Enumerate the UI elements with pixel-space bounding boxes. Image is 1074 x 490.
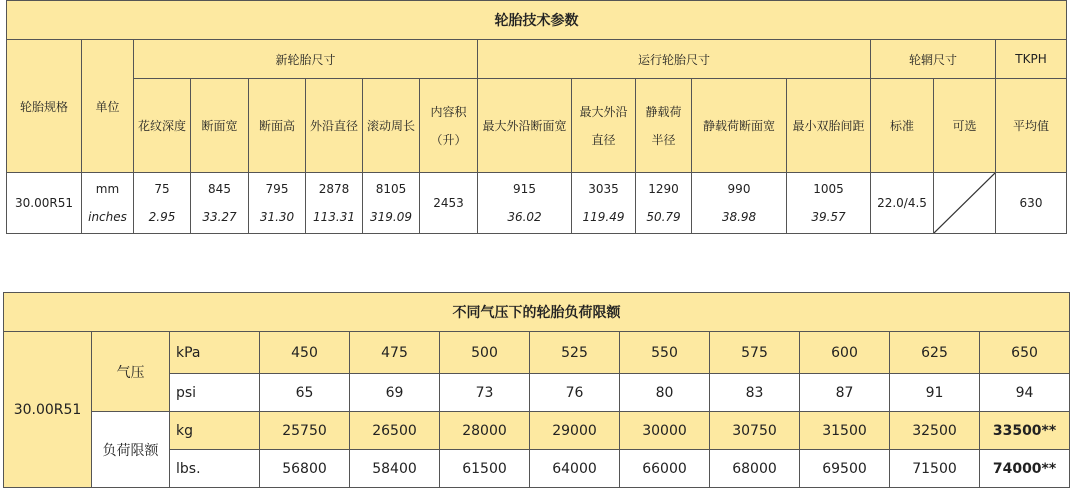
header-rim-standard: 标准: [871, 79, 934, 173]
header-section-height: 断面高: [249, 79, 306, 173]
load-cell-lbs-8: 74000**: [980, 450, 1070, 488]
load-cell-kpa-5: 575: [710, 332, 800, 374]
load-cell-lbs-5: 68000: [710, 450, 800, 488]
cell-section-width: 845 33.27: [191, 173, 249, 234]
pressure-label: 气压: [92, 332, 170, 412]
load-cell-kg-5: 30750: [710, 412, 800, 450]
header-rolling-circumference: 滚动周长: [363, 79, 420, 173]
cell-max-outer-section-width: 915 36.02: [478, 173, 572, 234]
group-new-tire: 新轮胎尺寸: [134, 40, 478, 79]
load-cell-lbs-2: 61500: [440, 450, 530, 488]
load-cell-kg-0: 25750: [260, 412, 350, 450]
load-cell-psi-6: 87: [800, 374, 890, 412]
cell-rim-optional-empty: [934, 173, 996, 234]
load-cell-psi-0: 65: [260, 374, 350, 412]
cell-volume: 2453: [420, 173, 478, 234]
load-cell-kpa-7: 625: [890, 332, 980, 374]
load-cell-psi-2: 73: [440, 374, 530, 412]
load-cell-kg-8: 33500**: [980, 412, 1070, 450]
load-cell-kpa-6: 600: [800, 332, 890, 374]
load-cell-psi-8: 94: [980, 374, 1070, 412]
header-unit: 单位: [82, 40, 134, 173]
cell-rim-standard: 22.0/4.5: [871, 173, 934, 234]
load-cell-psi-1: 69: [350, 374, 440, 412]
header-static-radius: 静载荷 半径: [636, 79, 692, 173]
load-cell-lbs-4: 66000: [620, 450, 710, 488]
cell-unit: mm inches: [82, 173, 134, 234]
load-cell-lbs-1: 58400: [350, 450, 440, 488]
spec-table-title: 轮胎技术参数: [7, 1, 1067, 40]
cell-tkph: 630: [996, 173, 1067, 234]
cell-rolling-circumference: 8105 319.09: [363, 173, 420, 234]
group-running-tire: 运行轮胎尺寸: [478, 40, 871, 79]
header-rim-optional: 可选: [934, 79, 996, 173]
cell-outer-diameter: 2878 113.31: [306, 173, 363, 234]
header-tread-depth: 花纹深度: [134, 79, 191, 173]
load-cell-kg-3: 29000: [530, 412, 620, 450]
cell-section-height: 795 31.30: [249, 173, 306, 234]
unit-lbs: lbs.: [170, 450, 260, 488]
cell-tread-depth: 75 2.95: [134, 173, 191, 234]
header-spec: 轮胎规格: [7, 40, 82, 173]
header-volume: 内容积 （升）: [420, 79, 478, 173]
load-cell-kg-4: 30000: [620, 412, 710, 450]
header-max-outer-diameter: 最大外沿 直径: [572, 79, 636, 173]
load-cell-psi-7: 91: [890, 374, 980, 412]
header-tkph-average: 平均值: [996, 79, 1067, 173]
load-cell-psi-3: 76: [530, 374, 620, 412]
load-cell-kg-2: 28000: [440, 412, 530, 450]
load-cell-kpa-3: 525: [530, 332, 620, 374]
diagonal-slash-icon: [934, 173, 995, 233]
cell-spec: 30.00R51: [7, 173, 82, 234]
header-outer-diameter: 外沿直径: [306, 79, 363, 173]
load-cell-psi-4: 80: [620, 374, 710, 412]
load-cell-lbs-6: 69500: [800, 450, 890, 488]
load-cell-lbs-3: 64000: [530, 450, 620, 488]
load-table-title: 不同气压下的轮胎负荷限额: [4, 293, 1070, 332]
cell-min-dual-spacing: 1005 39.57: [787, 173, 871, 234]
load-cell-kpa-2: 500: [440, 332, 530, 374]
header-section-width: 断面宽: [191, 79, 249, 173]
unit-kg: kg: [170, 412, 260, 450]
load-cell-kpa-4: 550: [620, 332, 710, 374]
header-max-outer-section-width: 最大外沿断面宽: [478, 79, 572, 173]
tire-spec-table: [6, 0, 1067, 234]
load-cell-kpa-1: 475: [350, 332, 440, 374]
cell-static-section-width: 990 38.98: [692, 173, 787, 234]
cell-max-outer-diameter: 3035 119.49: [572, 173, 636, 234]
load-spec: 30.00R51: [4, 332, 92, 488]
load-cell-lbs-0: 56800: [260, 450, 350, 488]
load-cell-kg-7: 32500: [890, 412, 980, 450]
load-cell-kg-6: 31500: [800, 412, 890, 450]
load-limit-table: [3, 292, 1070, 488]
header-min-dual-spacing: 最小双胎间距: [787, 79, 871, 173]
load-cell-lbs-7: 71500: [890, 450, 980, 488]
load-cell-kpa-8: 650: [980, 332, 1070, 374]
unit-psi: psi: [170, 374, 260, 412]
load-cell-kg-1: 26500: [350, 412, 440, 450]
cell-static-radius: 1290 50.79: [636, 173, 692, 234]
group-rim: 轮辋尺寸: [871, 40, 996, 79]
load-cell-kpa-0: 450: [260, 332, 350, 374]
load-label: 负荷限额: [92, 412, 170, 488]
unit-kpa: kPa: [170, 332, 260, 374]
group-tkph: TKPH: [996, 40, 1067, 79]
header-static-section-width: 静载荷断面宽: [692, 79, 787, 173]
load-cell-psi-5: 83: [710, 374, 800, 412]
